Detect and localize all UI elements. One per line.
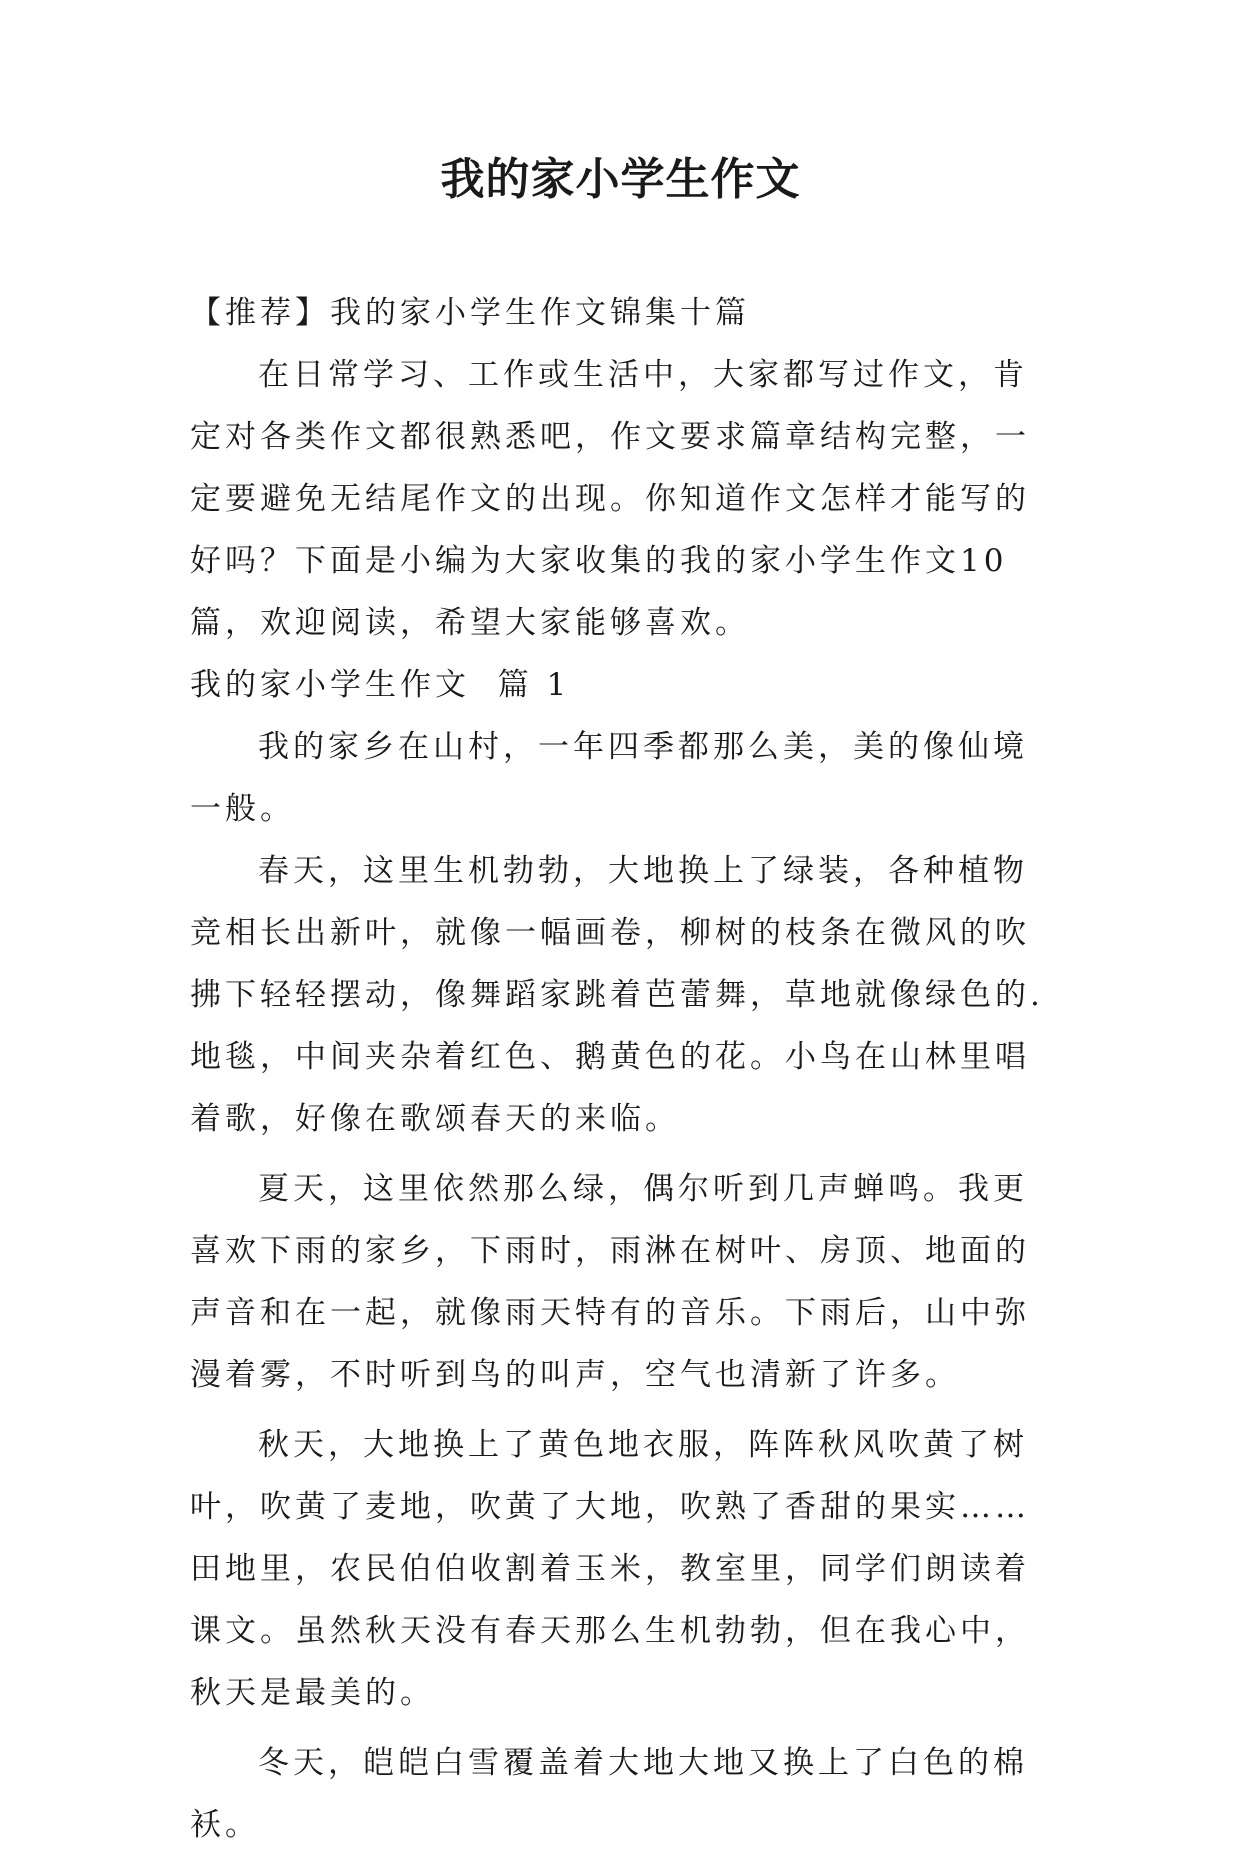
document-body [190,282,1062,1856]
paragraph-spring: 春天，这里生机勃勃，大地换上了绿装，各种植物竞相长出新叶，就像一幅画卷，柳树的枝条在微风的吹拂下轻轻摆动，像舞蹈家跳着芭蕾舞，草地就像绿色的.地毯，中间夹杂着红色、鹅黄色的花。小鸟在山林里唱着歌，好像在歌颂春天的来临。 [190,853,1044,1137]
paragraph-hometown: 我的家乡在山村，一年四季都那么美，美的像仙境一般。 [190,729,1028,827]
essay-heading: 我的家小学生作文 篇 1 [190,667,571,703]
subtitle-line: 【推荐】我的家小学生作文锦集十篇 [190,295,750,331]
document-title: 我的家小学生作文 [440,154,801,205]
paragraph-winter: 冬天，皑皑白雪覆盖着大地大地又换上了白色的棉袄。 [190,1745,1028,1843]
intro-paragraph: 在日常学习、工作或生活中，大家都写过作文，肯定对各类作文都很熟悉吧，作文要求篇章结构完整，一定要避免无结尾作文的出现。你知道作文怎样才能写的好吗？下面是小编为大家收集的我的家小学生作文10篇，欢迎阅读，希望大家能够喜欢。 [190,357,1030,641]
paragraph-autumn: 秋天，大地换上了黄色地衣服，阵阵秋风吹黄了树叶，吹黄了麦地，吹黄了大地，吹熟了香甜的果实……田地里，农民伯伯收割着玉米，教室里，同学们朗读着课文。虽然秋天没有春天那么生机勃勃，但在我心中，秋天是最美的。 [190,1427,1030,1711]
paragraph-summer: 夏天，这里依然那么绿，偶尔听到几声蝉鸣。我更喜欢下雨的家乡，下雨时，雨淋在树叶、房顶、地面的声音和在一起，就像雨天特有的音乐。下雨后，山中弥漫着雾，不时听到鸟的叫声，空气也清新了许多。 [190,1171,1030,1393]
